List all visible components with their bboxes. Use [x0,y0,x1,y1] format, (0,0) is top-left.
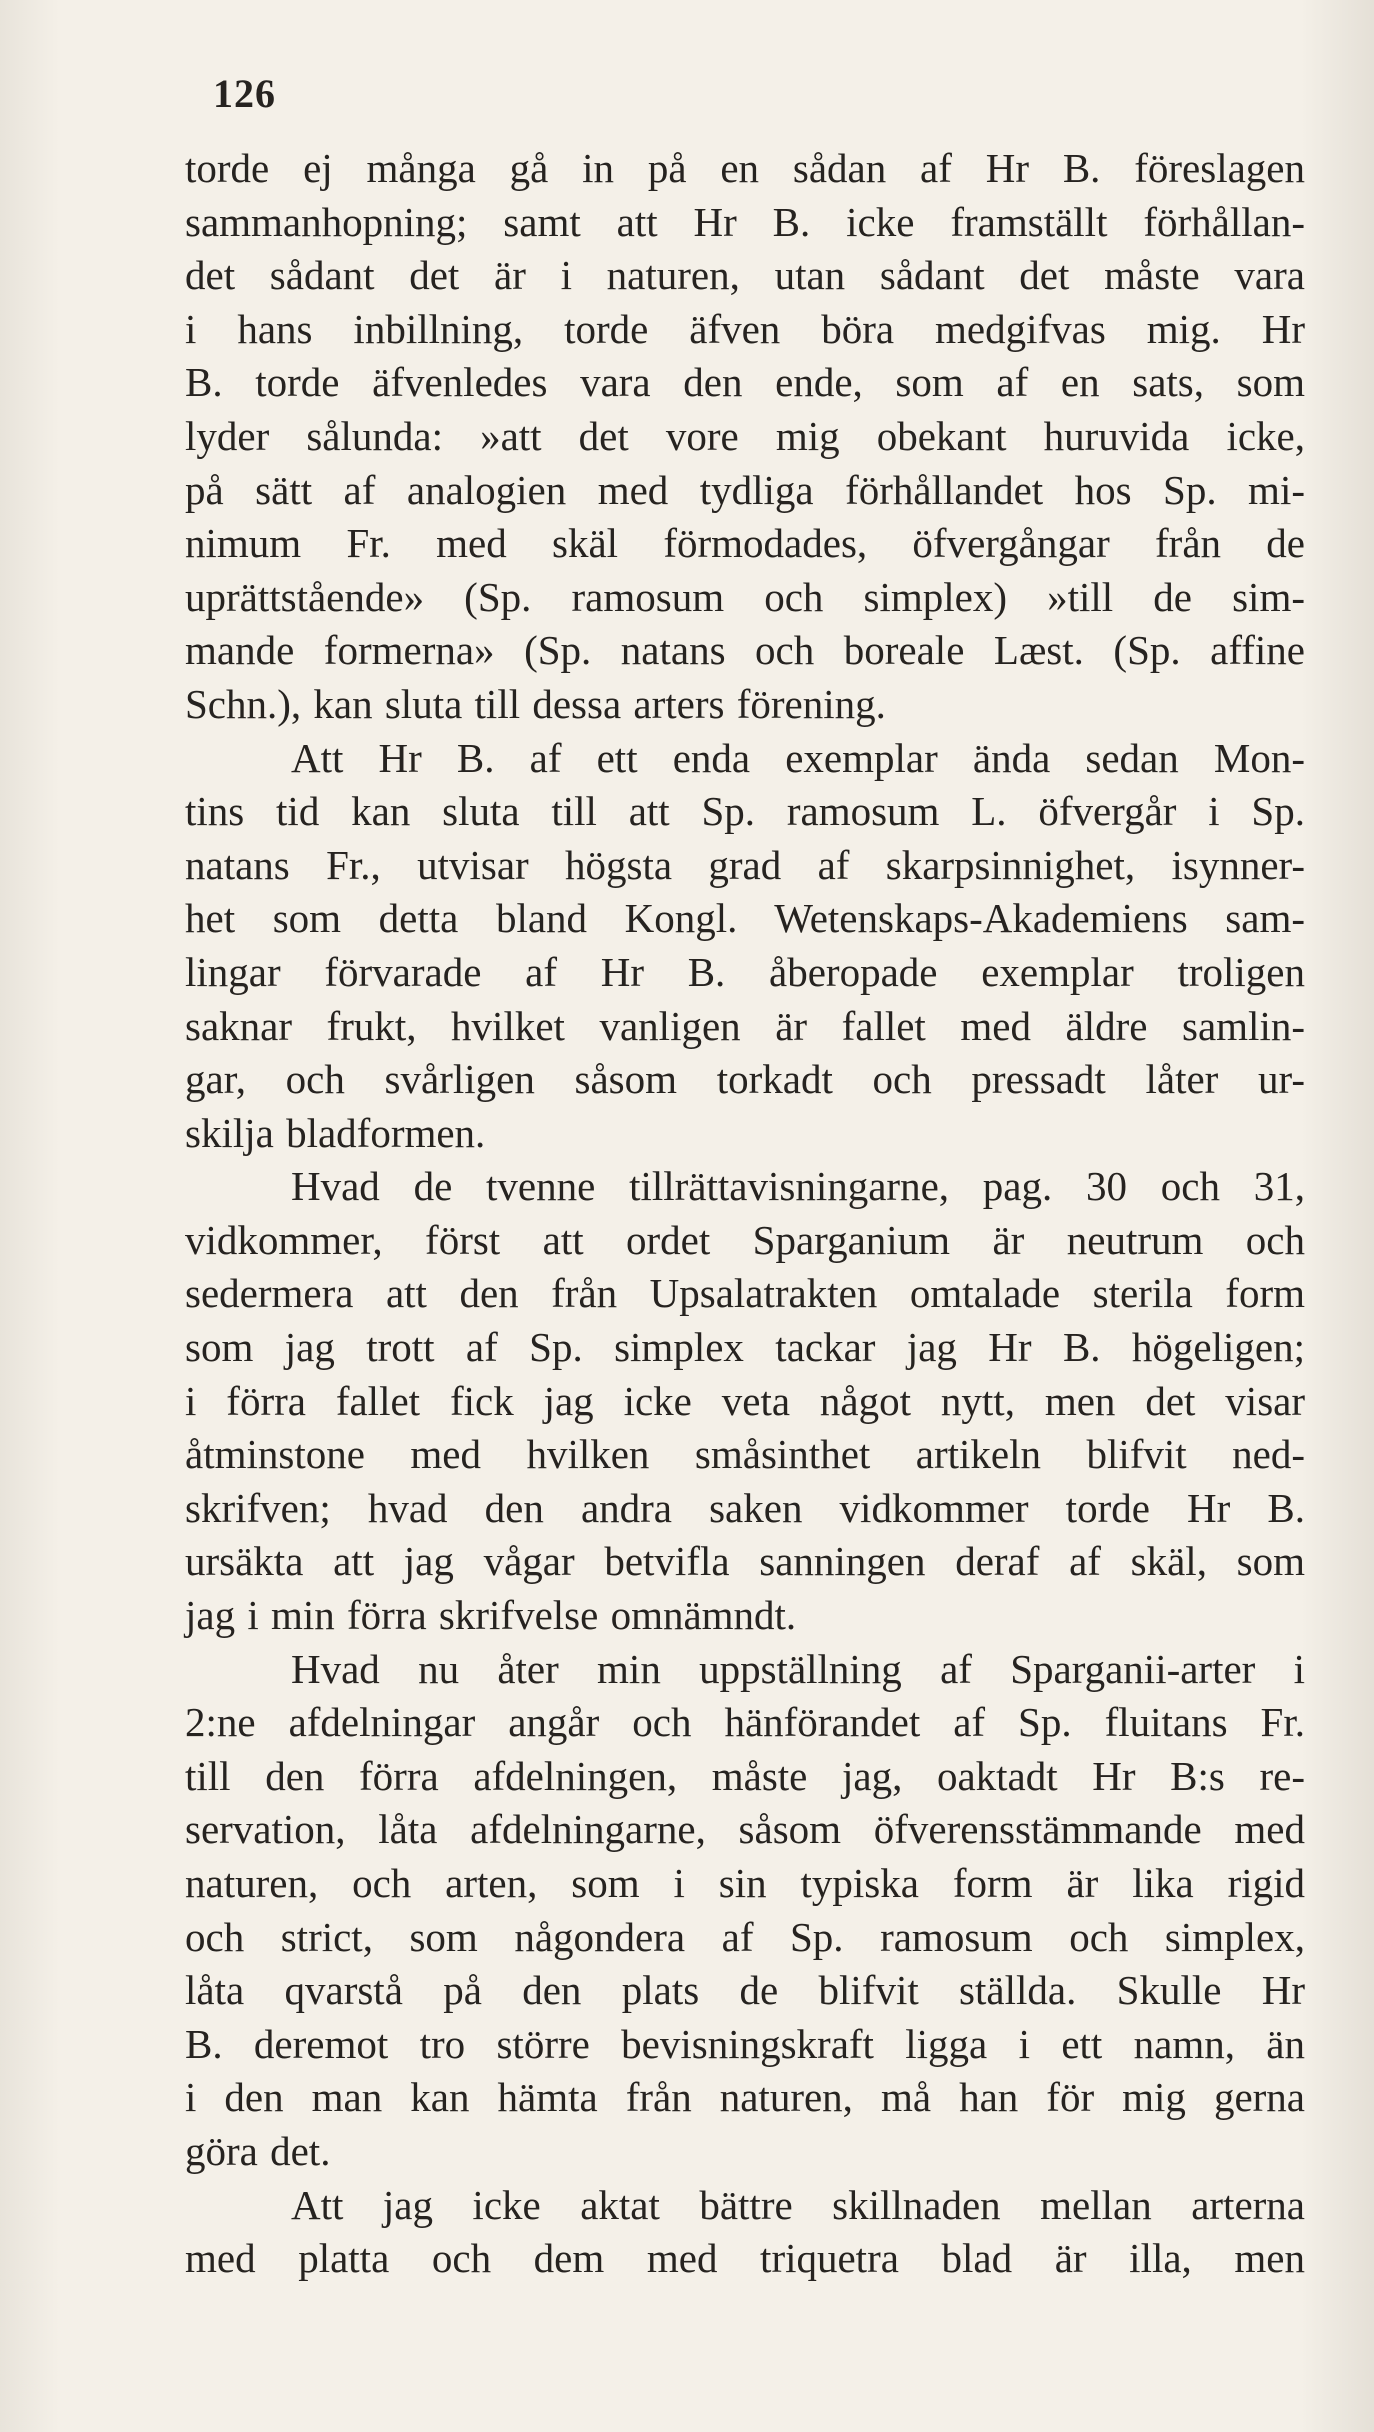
text-line: torde ej många gå in på en sådan af Hr B. föreslagen [185,145,1305,191]
text-line: skilja bladformen. [185,1109,486,1156]
text-line: i hans inbillning, torde äfven böra medgifvas mig. Hr [185,305,1305,352]
text-line: göra det. [185,2127,331,2174]
text-line: Att jag icke aktat bättre skillnaden mellan arterna [291,2181,1305,2228]
text-line: vidkommer, först att ordet Sparganium är neutrum och [185,1216,1305,1263]
text-line: ursäkta att jag vågar betvifla sanningen deraf af skäl, som [185,1538,1305,1585]
text-line: det sådant det är i naturen, utan sådant det måste vara [185,252,1305,299]
text-line: B. torde äfvenledes vara den ende, som af en sats, som [185,359,1305,406]
text-line: lingar förvarade af Hr B. åberopade exemplar troligen [185,948,1305,995]
text-line: Schn.), kan sluta till dessa arters förening. [185,680,886,727]
text-line: på sätt af analogien med tydliga förhållandet hos Sp. mi- [185,466,1305,513]
text-line: med platta och dem med triquetra blad är illa, men [185,2235,1305,2282]
text-line: servation, låta afdelningarne, såsom öfverensstämmande med [185,1806,1305,1853]
text-line: natans Fr., utvisar högsta grad af skarpsinnighet, isynner- [185,841,1305,888]
text-line: lyder sålunda: »att det vore mig obekant huruvida icke, [185,412,1305,459]
text-line: Att Hr B. af ett enda exemplar ända sedan Mon- [291,734,1305,781]
text-line: Hvad de tvenne tillrättavisningarne, pag. 30 och 31, [291,1163,1305,1210]
text-line: sedermera att den från Upsalatrakten omtalade sterila form [185,1270,1305,1317]
text-line: uprättstående» (Sp. ramosum och simplex) »till de sim- [185,573,1305,620]
text-line: mande formerna» (Sp. natans och boreale Læst. (Sp. affine [185,627,1305,674]
body-text [185,142,1305,2286]
text-line: i den man kan hämta från naturen, må han för mig gerna [185,2074,1305,2121]
text-line: Hvad nu åter min uppställning af Sparganii-arter i [291,1645,1305,1692]
text-line: gar, och svårligen såsom torkadt och pressadt låter ur- [185,1056,1305,1103]
text-line: saknar frukt, hvilket vanligen är fallet med äldre samlin- [185,1002,1305,1049]
text-line: till den förra afdelningen, måste jag, oaktadt Hr B:s re- [185,1752,1305,1799]
text-line: och strict, som någondera af Sp. ramosum och simplex, [185,1913,1305,1960]
text-line: B. deremot tro större bevisningskraft ligga i ett namn, än [185,2020,1305,2067]
text-line: naturen, och arten, som i sin typiska form är lika rigid [185,1860,1305,1906]
page-number: 126 [213,71,276,116]
text-line: låta qvarstå på den plats de blifvit ställda. Skulle Hr [185,1967,1305,2014]
text-line: het som detta bland Kongl. Wetenskaps-Akademiens sam- [185,895,1305,942]
text-line: som jag trott af Sp. simplex tackar jag Hr B. högeligen; [185,1324,1305,1371]
text-line: skrifven; hvad den andra saken vidkommer torde Hr B. [185,1484,1305,1531]
text-line: i förra fallet fick jag icke veta något nytt, men det visar [185,1377,1305,1424]
text-line: tins tid kan sluta till att Sp. ramosum L. öfvergår i Sp. [185,788,1305,835]
text-line: jag i min förra skrifvelse omnämndt. [185,1592,797,1639]
text-line: sammanhopning; samt att Hr B. icke framställt förhållan- [185,198,1305,245]
text-line: nimum Fr. med skäl förmodades, öfvergångar från de [185,520,1305,567]
text-line: 2:ne afdelningar angår och hänförandet af Sp. fluitans Fr. [185,1699,1305,1746]
text-line: åtminstone med hvilken småsinthet artikeln blifvit ned- [185,1431,1305,1478]
